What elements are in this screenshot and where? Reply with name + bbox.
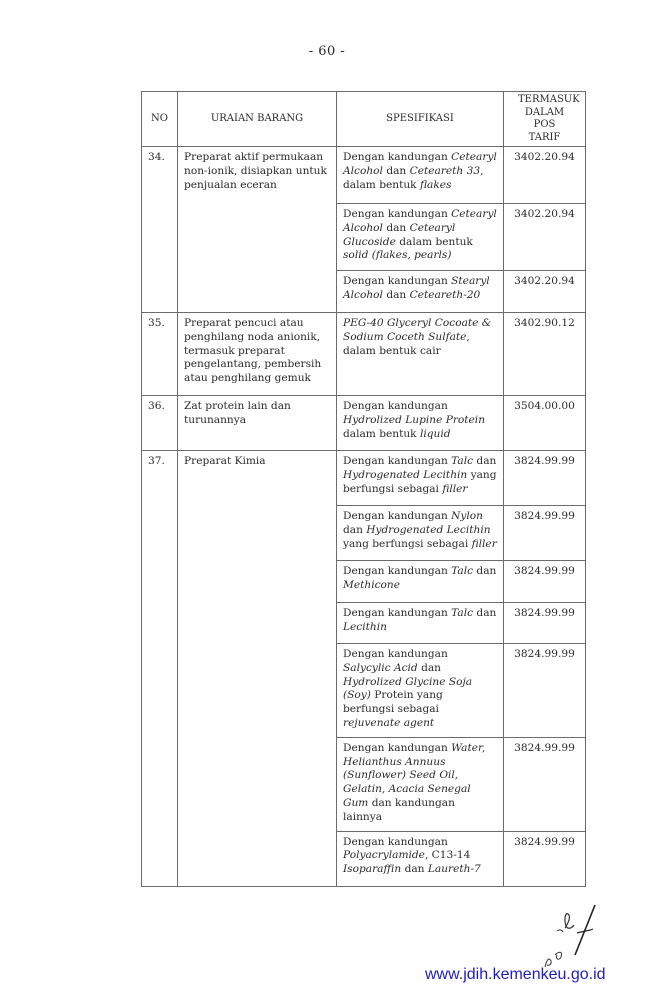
spec-italic-term: Hydrogenated Lecithin	[366, 523, 491, 536]
tariff-code: 3402.90.12	[504, 313, 586, 396]
item-specification	[337, 147, 504, 204]
spec-text: dan	[382, 221, 410, 234]
spec-text: , dalam bentuk cair	[343, 330, 470, 357]
spec-italic-term: Salycylic Acid	[343, 661, 418, 674]
spec-italic-term: Ceteareth 33	[409, 164, 481, 177]
tariff-code: 3402.20.94	[504, 204, 586, 271]
spec-italic-term: Cetearyl Alcohol	[343, 151, 497, 177]
spec-italic-term: Laureth-7	[427, 863, 481, 876]
spec-text: Dengan kandungan	[343, 835, 448, 848]
spec-text: Protein yang berfungsi sebagai	[343, 689, 443, 716]
item-description: Preparat Kimia	[178, 451, 337, 887]
item-specification	[337, 644, 504, 738]
spec-italic-term: Cetearyl Glucoside	[343, 221, 456, 248]
spec-italic-term: Stearyl Alcohol	[343, 275, 490, 301]
tariff-code: 3824.99.99	[504, 451, 586, 506]
spec-italic-term: Hydrolized Glycine Soja (Soy)	[343, 675, 473, 702]
spec-text: dan	[417, 661, 441, 674]
spec-text: dan	[401, 863, 428, 876]
spec-text: Dengan kandungan	[343, 151, 452, 163]
tariff-code: 3824.99.99	[504, 603, 586, 644]
spec-text: dalam bentuk	[343, 427, 420, 440]
spec-text: Dengan kandungan	[343, 607, 452, 619]
spec-italic-term: Talc	[451, 565, 474, 577]
item-number: 36.	[142, 396, 178, 451]
spec-text: dan	[473, 607, 497, 619]
spec-text: Dengan kandungan	[343, 510, 452, 522]
spec-text: , dalam bentuk	[343, 164, 484, 191]
table-row	[142, 313, 586, 396]
item-number: 34.	[142, 147, 178, 313]
spec-text: dan kandungan lainnya	[343, 796, 455, 823]
spec-text: dan	[382, 288, 410, 301]
tariff-code: 3402.20.94	[504, 147, 586, 204]
item-specification	[337, 831, 504, 886]
table-header-row	[142, 92, 586, 147]
spec-text: Dengan kandungan	[343, 208, 452, 220]
item-number: 35.	[142, 313, 178, 396]
signature-initials	[535, 893, 615, 973]
spec-italic-term: liquid	[419, 427, 451, 440]
item-specification	[337, 561, 504, 603]
table-body	[142, 147, 586, 887]
spec-text: dan	[473, 455, 497, 467]
item-specification	[337, 451, 504, 506]
tariff-code: 3824.99.99	[504, 561, 586, 603]
spec-italic-term: Ceteareth-20	[409, 288, 481, 301]
spec-italic-term: Hydrogenated Lecithin	[343, 468, 468, 481]
spec-text: Dengan kandungan	[343, 648, 448, 660]
tariff-code: 3824.99.99	[504, 506, 586, 561]
item-specification	[337, 396, 504, 451]
header-no: NO	[142, 92, 178, 147]
spec-italic-term: flakes	[419, 178, 452, 191]
spec-text: , C13-14	[424, 849, 471, 862]
item-specification	[337, 204, 504, 271]
tariff-table	[141, 91, 586, 887]
spec-italic-term: rejuvenate agent	[343, 716, 435, 729]
spec-text: dalam bentuk	[395, 235, 473, 248]
item-specification	[337, 313, 504, 396]
item-specification	[337, 603, 504, 644]
spec-text: Dengan kandungan	[343, 275, 452, 287]
spec-italic-term: Lecithin	[343, 620, 387, 633]
header-spesifikasi: SPESIFIKASI	[337, 92, 504, 147]
spec-text: Dengan kandungan	[343, 455, 452, 467]
spec-text: dan	[382, 164, 410, 177]
spec-text: yang berfungsi sebagai	[343, 468, 497, 495]
spec-italic-term: Talc	[451, 455, 474, 467]
spec-italic-term: Nylon	[451, 510, 483, 522]
item-specification	[337, 506, 504, 561]
spec-italic-term: filler	[442, 482, 468, 495]
spec-italic-term: Polyacrylamide	[343, 849, 425, 862]
spec-text: Dengan kandungan	[343, 741, 452, 754]
table-row	[142, 396, 586, 451]
footer-url-link[interactable]: www.jdih.kemenkeu.go.id	[425, 966, 606, 983]
tariff-code: 3824.99.99	[504, 644, 586, 738]
tariff-code: 3504.00.00	[504, 396, 586, 451]
spec-italic-term: PEG-40 Glyceryl Cocoate & Sodium Coceth Sulfate	[343, 317, 492, 343]
table-row	[142, 147, 586, 204]
page-number: - 60 -	[308, 44, 346, 59]
spec-text: Dengan kandungan	[343, 565, 452, 577]
item-number: 37.	[142, 451, 178, 887]
table-row	[142, 451, 586, 506]
item-description: Preparat aktif permukaan non-ionik, disiapkan untuk penjualan eceran	[178, 147, 337, 313]
item-specification	[337, 271, 504, 313]
spec-italic-term: Hydrolized Lupine Protein	[343, 413, 486, 426]
spec-text: dan	[343, 523, 367, 536]
tariff-code: 3402.20.94	[504, 271, 586, 313]
item-specification	[337, 737, 504, 831]
spec-italic-term: filler	[471, 537, 497, 550]
spec-italic-term: Methicone	[343, 578, 400, 591]
spec-italic-term: Water, Helianthus Annuus (Sunflower) Seed Oil, Gelatin, Acacia Senegal Gum	[343, 741, 486, 809]
item-description: Preparat pencuci atau penghilang noda anionik, termasuk preparat pengelantang, pembersih atau penghilang gemuk	[178, 313, 337, 396]
spec-italic-term: Talc	[451, 607, 474, 619]
spec-text: yang berfungsi sebagai	[343, 537, 472, 550]
spec-text: Dengan kandungan	[343, 400, 448, 412]
header-uraian: URAIAN BARANG	[178, 92, 337, 147]
spec-italic-term: Isoparaffin	[343, 863, 402, 876]
spec-text: dan	[473, 565, 497, 577]
spec-italic-term: solid (flakes, pearls)	[343, 249, 452, 262]
header-pos-tarif: TERMASUK DALAM POS TARIF	[504, 92, 586, 147]
spec-italic-term: Cetearyl Alcohol	[343, 208, 497, 234]
tariff-code: 3824.99.99	[504, 737, 586, 831]
item-description: Zat protein lain dan turunannya	[178, 396, 337, 451]
tariff-code: 3824.99.99	[504, 831, 586, 886]
